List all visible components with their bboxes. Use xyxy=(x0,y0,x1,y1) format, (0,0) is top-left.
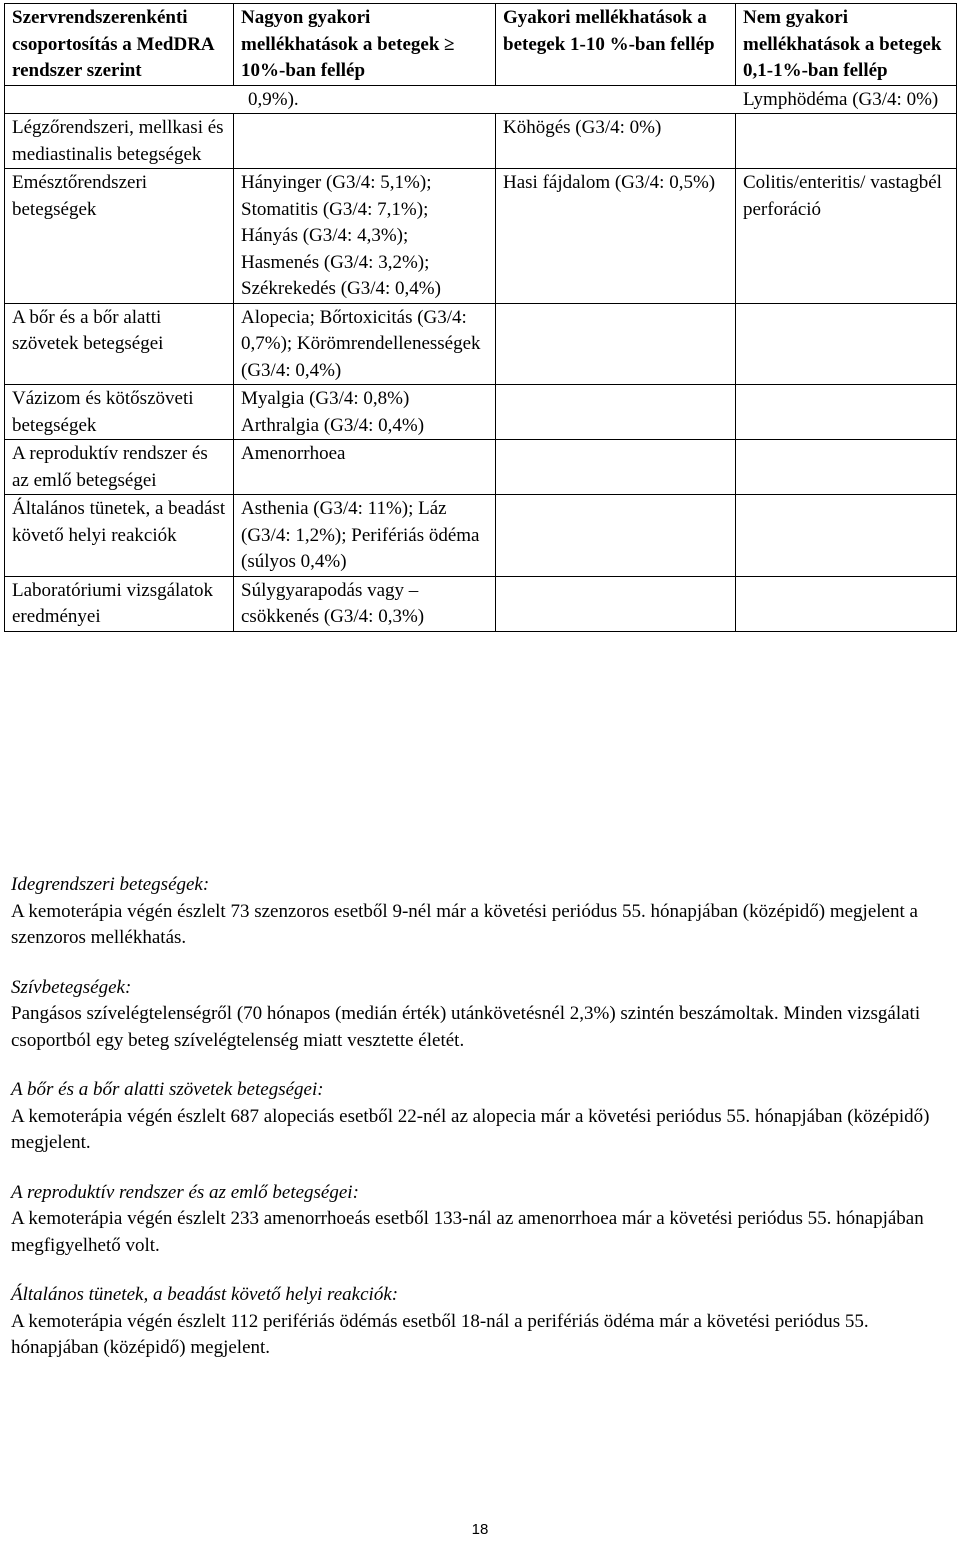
soc-cell: Általános tünetek, a beadást követő helyi reakciók xyxy=(5,495,234,577)
adverse-reactions-table xyxy=(4,3,957,632)
note-text: A kemoterápia végén észlelt 73 szenzoros esetből 9-nél már a követési periódus 55. hónapjában (középidő) megjelent a szenzoros mellékhatás. xyxy=(11,900,918,948)
page-number: 18 xyxy=(471,1521,489,1538)
very-common-cell xyxy=(234,114,496,169)
common-cell xyxy=(496,303,736,385)
note-text: Pangásos szívelégtelenségről (70 hónapos (medián érték) utánkövetésnél 2,3%) szintén beszámoltak. Minden vizsgálati csoportból egy beteg szívelégtelenség miatt vesztette életét. xyxy=(11,1003,921,1051)
uncommon-cell xyxy=(736,114,957,169)
table-row xyxy=(5,495,957,577)
note-heading: Általános tünetek, a beadást követő helyi reakciók: xyxy=(11,1284,399,1305)
header-very-common: Nagyon gyakori mellékhatások a betegek ≥ 10%-ban fellép xyxy=(234,4,496,86)
header-uncommon: Nem gyakori mellékhatások a betegek 0,1-1%-ban fellép xyxy=(736,4,957,86)
table-row xyxy=(5,114,957,169)
soc-cell: Laboratóriumi vizsgálatok eredményei xyxy=(5,576,234,631)
common-cell xyxy=(496,385,736,440)
notes-section xyxy=(11,872,941,1385)
soc-cell: A bőr és a bőr alatti szövetek betegségei xyxy=(5,303,234,385)
very-common-cell: Asthenia (G3/4: 11%); Láz (G3/4: 1,2%); Perifériás ödéma (súlyos 0,4%) xyxy=(234,495,496,577)
soc-cell: Emésztőrendszeri betegségek xyxy=(5,169,234,304)
continuation-cell xyxy=(5,85,957,114)
common-cell xyxy=(496,576,736,631)
soc-cell: A reproduktív rendszer és az emlő betegségei xyxy=(5,440,234,495)
table-row xyxy=(5,385,957,440)
very-common-cell: Amenorrhoea xyxy=(234,440,496,495)
note-heading: A reproduktív rendszer és az emlő betegségei: xyxy=(11,1181,359,1203)
very-common-cell: Hányinger (G3/4: 5,1%); Stomatitis (G3/4: 7,1%); Hányás (G3/4: 4,3%); Hasmenés (G3/4: 3,2%); Székrekedés (G3/4: 0,4%) xyxy=(234,169,496,304)
uncommon-cell xyxy=(736,303,957,385)
continuation-uncommon: Lymphödéma (G3/4: 0%) xyxy=(743,88,939,110)
header-common: Gyakori mellékhatások a betegek 1-10 %-ban fellép xyxy=(496,4,736,86)
common-cell: Hasi fájdalom (G3/4: 0,5%) xyxy=(496,169,736,304)
header-soc: Szervrendszerenkénti csoportosítás a MedDRA rendszer szerint xyxy=(5,4,234,86)
uncommon-cell xyxy=(736,495,957,577)
very-common-cell: Myalgia (G3/4: 0,8%) Arthralgia (G3/4: 0,4%) xyxy=(234,385,496,440)
note-reproductive xyxy=(11,1180,941,1260)
table-row xyxy=(5,576,957,631)
note-text: A kemoterápia végén észlelt 687 alopeciás esetből 22-nél az alopecia már a követési periódus 55. hónapjában (középidő) megjelent. xyxy=(11,1105,930,1153)
uncommon-cell: Colitis/enteritis/ vastagbél perforáció xyxy=(736,169,957,304)
table-row xyxy=(5,440,957,495)
soc-cell: Vázizom és kötőszöveti betegségek xyxy=(5,385,234,440)
table-row xyxy=(5,169,957,304)
very-common-cell: Súlygyarapodás vagy – csökkenés (G3/4: 0,3%) xyxy=(234,576,496,631)
uncommon-cell xyxy=(736,576,957,631)
continuation-very-common: 0,9%). xyxy=(248,88,299,110)
common-cell xyxy=(496,495,736,577)
table-row xyxy=(5,303,957,385)
uncommon-cell xyxy=(736,385,957,440)
note-heading: Idegrendszeri betegségek: xyxy=(11,874,210,895)
note-skin xyxy=(11,1077,941,1157)
note-text: A kemoterápia végén észlelt 233 amenorrhoeás esetből 133-nál az amenorrhoea már a követési periódus 55. hónapjában megfigyelhető volt. xyxy=(11,1208,924,1256)
continuation-row xyxy=(5,85,957,114)
common-cell: Köhögés (G3/4: 0%) xyxy=(496,114,736,169)
note-general xyxy=(11,1282,941,1362)
note-nervous-system xyxy=(11,872,941,952)
note-heading: Szívbetegségek: xyxy=(11,976,132,998)
table-header-row xyxy=(5,4,957,86)
note-cardiac xyxy=(11,975,941,1055)
soc-cell: Légzőrendszeri, mellkasi és mediastinalis betegségek xyxy=(5,114,234,169)
common-cell xyxy=(496,440,736,495)
note-text: A kemoterápia végén észlelt 112 perifériás ödémás esetből 18-nál a perifériás ödéma már a követési periódus 55. hónapjában (középidő) megjelent. xyxy=(11,1310,869,1358)
uncommon-cell xyxy=(736,440,957,495)
very-common-cell: Alopecia; Bőrtoxicitás (G3/4: 0,7%); Körömrendellenességek (G3/4: 0,4%) xyxy=(234,303,496,385)
note-heading: A bőr és a bőr alatti szövetek betegségei: xyxy=(11,1079,324,1100)
